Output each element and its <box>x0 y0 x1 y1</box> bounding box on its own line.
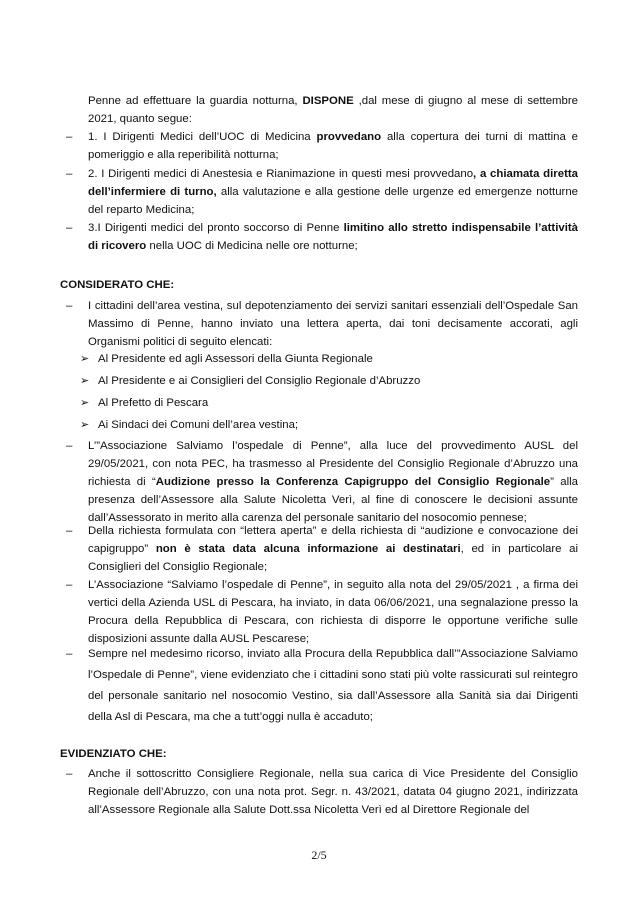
arrow-bullet-icon: ➢ <box>80 397 90 409</box>
considerato-item-4: – L’Associazione “Salviamo l’ospedale di Penne”, in seguito alla nota del 29/05/2021 , a firma dei vertici della Azienda USL di Pescara, ha inviato, in data 06/06/2021, una segnalazione presso la Procura della Repubblica di Pescara, con richiesta di disporre le opportune verifiche sulle disposizioni assunte dalla AUSL Pescarese; <box>88 576 578 648</box>
dash-bullet-icon: – <box>66 648 73 660</box>
dash-bullet-icon: – <box>66 440 73 452</box>
considerato-heading: CONSIDERATO CHE: <box>60 279 175 291</box>
dispone-item-1: – 1. I Dirigenti Medici dell’UOC di Medicina provvedano alla copertura dei turni di mattina e pomeriggio e alla reperibilità notturna; <box>88 128 578 164</box>
recipient-item: ➢ Al Presidente e ai Consiglieri del Consiglio Regionale d’Abruzzo <box>98 372 568 390</box>
dash-bullet-icon: – <box>66 131 73 143</box>
dash-bullet-icon: – <box>66 300 73 312</box>
considerato-item-2: – L’”Associazione Salviamo l’ospedale di Penne”, alla luce del provvedimento AUSL del 29/05/2021, con nota PEC, ha trasmesso al Presidente del Consiglio Regionale d’Abruzzo una richiesta di “Audizione presso la Conferenza Capigruppo del Consiglio Regionale” alla presenza dell’Assessore alla Salute Nicoletta Verì, al fine di conoscere le decisioni assunte dall’Assessorato in merito alla carenza del personale sanitario del nosocomio pennese; <box>88 437 578 527</box>
considerato-item-3: – Della richiesta formulata con “lettera aperta” e della richiesta di “audizione e convocazione dei capigruppo” non è stata data alcuna informazione ai destinatari, ed in particolare ai Consiglieri del Consiglio Regionale; <box>88 522 578 576</box>
dispone-item-2: – 2. I Dirigenti medici di Anestesia e Rianimazione in questi mesi provvedano, a chiamata diretta dell’infermiere di turno, alla valutazione e alla gestione delle urgenze ed emergenze notturne del reparto Medicina; <box>88 165 578 219</box>
dispone-bold: DISPONE <box>302 95 354 107</box>
dash-bullet-icon: – <box>66 768 73 780</box>
evidenziato-heading: EVIDENZIATO CHE: <box>60 748 167 760</box>
dash-bullet-icon: – <box>66 579 73 591</box>
considerato-item-1: – I cittadini dell’area vestina, sul depotenziamento dei servizi sanitari essenziali dell’Ospedale San Massimo di Penne, hanno inviato una lettera aperta, dai toni decisamente accorati, agli Organismi politici di seguito elencati: <box>88 297 578 351</box>
arrow-bullet-icon: ➢ <box>80 419 90 431</box>
intro-tail: ,dal mese di giugno al mese di settembre 2021, quanto segue: <box>88 95 579 125</box>
recipient-item: ➢ Ai Sindaci dei Comuni dell’area vestina; <box>98 416 568 434</box>
arrow-bullet-icon: ➢ <box>80 375 90 387</box>
evidenziato-item-1: – Anche il sottoscritto Consigliere Regionale, nella sua carica di Vice Presidente del Consiglio Regionale dell’Abruzzo, con una nota prot. Segr. n. 43/2021, datata 04 giugno 2021, indirizzata all’Assessore Regionale alla Salute Dott.ssa Nicoletta Verì ed al Direttore Regionale del <box>88 765 578 819</box>
page-number: 2/5 <box>311 848 327 862</box>
intro-text: Penne ad effettuare la guardia notturna, <box>88 95 303 107</box>
arrow-bullet-icon: ➢ <box>80 353 90 365</box>
recipient-item: ➢ Al Presidente ed agli Assessori della Giunta Regionale <box>98 350 568 368</box>
considerato-item-5: – Sempre nel medesimo ricorso, inviato alla Procura della Repubblica dall’”Associazione Salviamo l’Ospedale di Penne”, viene evidenziato che i cittadini sono stati più volte rassicurati sul reintegro del personale sanitario nel nosocomio Vestino, sia dall’Assessore alla Sanità sia dai Dirigenti della Asl di Pescara, ma che a tutt’oggi nulla è accaduto; <box>88 644 578 728</box>
dash-bullet-icon: – <box>66 525 73 537</box>
dispone-item-3: – 3.I Dirigenti medici del pronto soccorso di Penne limitino allo stretto indispensabile l’attività di ricovero nella UOC di Medicina nelle ore notturne; <box>88 219 578 255</box>
dash-bullet-icon: – <box>66 222 73 234</box>
dash-bullet-icon: – <box>66 168 73 180</box>
intro-paragraph <box>88 92 578 128</box>
recipient-item: ➢ Al Prefetto di Pescara <box>98 394 568 412</box>
